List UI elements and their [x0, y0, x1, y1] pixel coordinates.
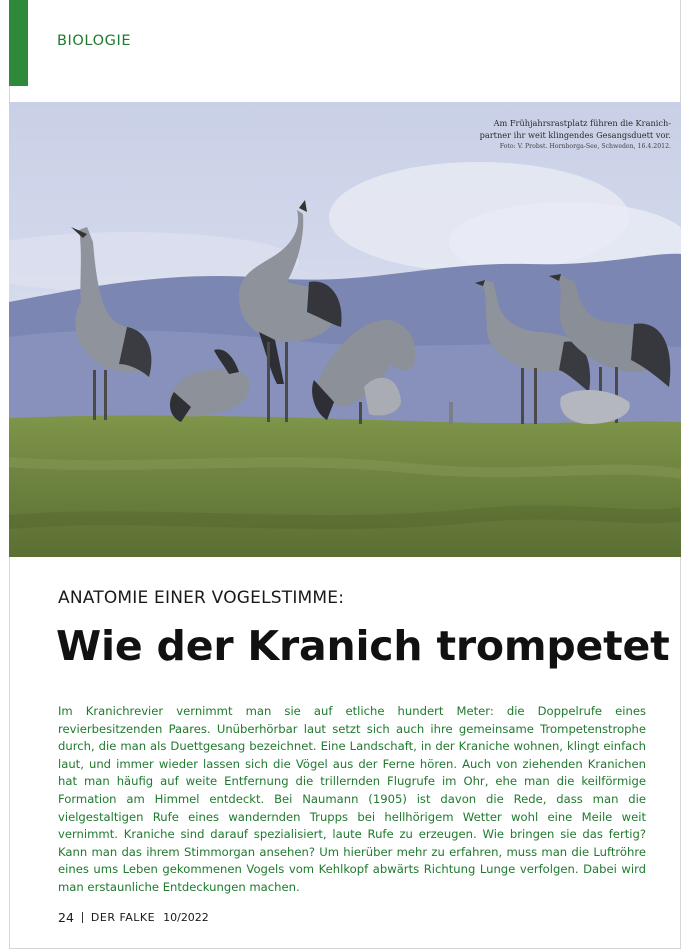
section-color-tab [9, 0, 28, 86]
article-lead: Im Kranichrevier vernimmt man sie auf etliche hundert Meter: die Doppelrufe eines revierbesitzenden Paares. Unüberhörbar laut setzt sich auch ihre gemeinsame Trompetenstrophe durch, die man als Duettgesang bezeichnet. Eine Landschaft, in der Kraniche wohnen, klingt einfach laut, und immer wieder lassen sich die Vögel aus der Ferne hören. Auch von ziehenden Kranichen hat man häufig auf weite Entfernung die trillernden Flugrufe im Ohr, ehe man die keilförmige Formation am Himmel entdeckt. Bei Naumann (1905) ist davon die Rede, dass man die vielgestaltigen Rufe eines wandernden Trupps bei hellhörigem Wetter wohl eine Meile weit vernimmt. Kraniche sind darauf spezialisiert, laute Rufe zu erzeugen. Wie bringen sie das fertig? Kann man das ihrem Stimmorgan ansehen? Um hierüber mehr zu erfahren, muss man die Luftröhre eines ums Leben gekommenen Vogels vom Kehlkopf abwärts Richtung Lunge verfolgen. Dabei wird man erstaunliche Entdeckungen machen. [58, 704, 646, 894]
section-label: BIOLOGIE [57, 33, 132, 49]
magazine-name: DER FALKE [90, 911, 156, 924]
article-kicker: ANATOMIE EINER VOGELSTIMME: [58, 588, 345, 608]
photo-caption [451, 118, 671, 150]
page-footer [58, 910, 209, 925]
caption-line-2: partner ihr weit klingendes Gesangsduett vor. [479, 129, 671, 140]
page-number: 24 [58, 910, 74, 925]
footer-divider [82, 912, 83, 923]
issue-number: 10/2022 [163, 911, 209, 924]
caption-line-1: Am Frühjahrsrastplatz führen die Kranich- [493, 118, 671, 128]
distant-crane [449, 402, 453, 424]
crane-photo [9, 102, 681, 557]
photo-credit: Foto: V. Probst. Hornborga-See, Schweden, 16.4.2012. [499, 143, 671, 150]
article-headline: Wie der Kranich trompetet [56, 622, 670, 670]
crane-photo-illustration [9, 102, 681, 557]
